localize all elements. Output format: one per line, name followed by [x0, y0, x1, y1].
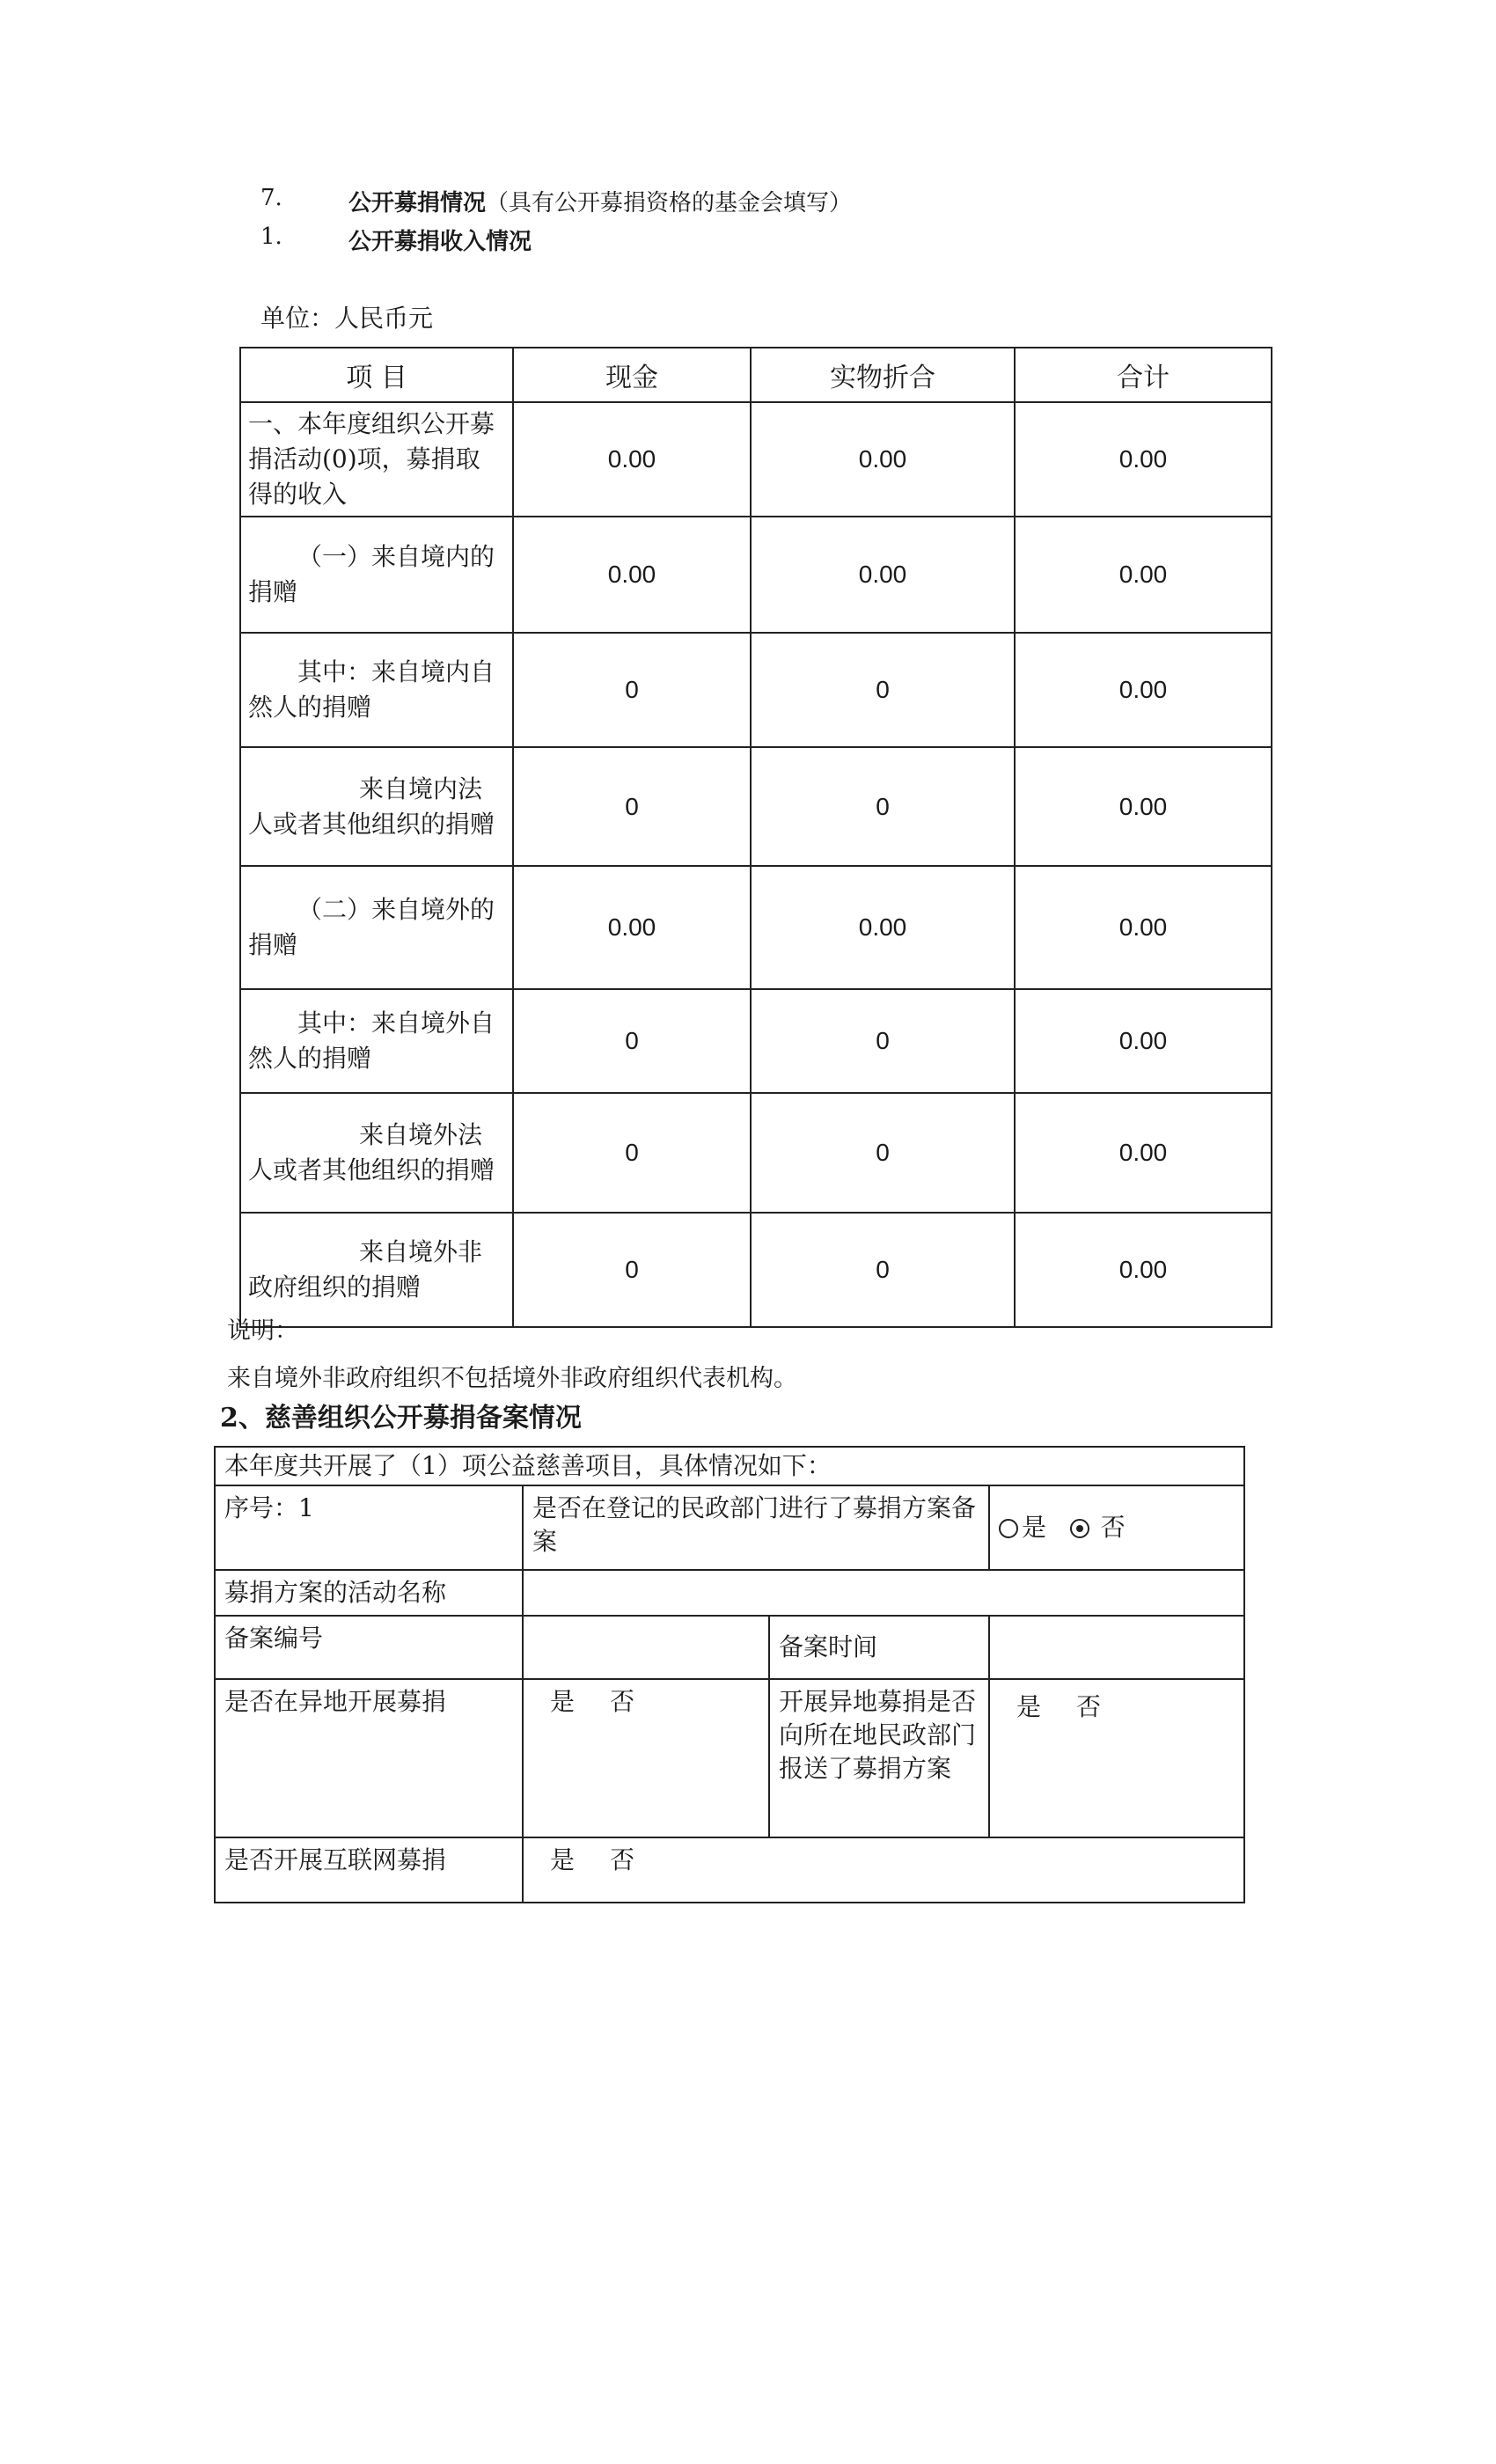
table-row [240, 517, 1272, 633]
internet-label: 是否开展互联网募捐 [215, 1837, 523, 1903]
income-header-row [240, 348, 1272, 402]
internet-no[interactable]: 否 [610, 1845, 635, 1874]
section1-number: 1. [260, 224, 282, 250]
row-item: （二）来自境外的捐赠 [240, 866, 513, 989]
activity-name-row [215, 1570, 1244, 1616]
remote-no[interactable]: 否 [610, 1687, 635, 1716]
filing-summary-row [215, 1447, 1244, 1485]
row-goods: 0 [751, 747, 1015, 866]
filing-summary: 本年度共开展了（1）项公益慈善项目，具体情况如下： [215, 1447, 1244, 1485]
internet-yes[interactable]: 是 [550, 1845, 576, 1874]
section7-subtitle: （具有公开募捐资格的基金会填写） [486, 190, 853, 216]
header-cash: 现金 [513, 348, 751, 402]
filing-table [214, 1446, 1245, 1903]
section1-heading [260, 224, 1228, 255]
section7-title: 公开募捐情况 [348, 190, 487, 216]
table-row [240, 1093, 1272, 1213]
internet-row [215, 1837, 1244, 1903]
row-item: 来自境外非政府组织的捐赠 [240, 1213, 513, 1327]
filed-no-radio[interactable] [1070, 1519, 1089, 1538]
currency-unit: 单位：人民币元 [260, 304, 434, 333]
table-row [240, 866, 1272, 989]
row-total: 0.00 [1015, 1093, 1272, 1213]
table-row [240, 989, 1272, 1093]
header-goods: 实物折合 [751, 348, 1015, 402]
table-row [240, 1213, 1272, 1327]
section7-heading [260, 185, 1228, 216]
remote-report-label: 开展异地募捐是否向所在地民政部门报送了募捐方案 [769, 1679, 989, 1837]
row-goods: 0 [751, 1093, 1015, 1213]
row-item: （一）来自境内的捐赠 [240, 517, 513, 633]
row-cash: 0 [513, 1093, 751, 1213]
filing-time-value[interactable] [989, 1616, 1244, 1679]
filing-seq-row [215, 1485, 1244, 1570]
row-goods: 0.00 [751, 866, 1015, 989]
remote-report-options [989, 1679, 1244, 1837]
row-goods: 0 [751, 989, 1015, 1093]
table-row [240, 633, 1272, 747]
row-goods: 0 [751, 633, 1015, 747]
row-total: 0.00 [1015, 517, 1272, 633]
remote-options [523, 1679, 769, 1837]
filing-number-label: 备案编号 [215, 1616, 523, 1679]
row-total: 0.00 [1015, 402, 1272, 517]
row-total: 0.00 [1015, 989, 1272, 1093]
remote-label: 是否在异地开展募捐 [215, 1679, 523, 1837]
section7-number: 7. [260, 185, 282, 211]
activity-name-value[interactable] [523, 1570, 1244, 1616]
remote-report-yes[interactable]: 是 [1016, 1692, 1042, 1721]
row-cash: 0 [513, 989, 751, 1093]
remote-row [215, 1679, 1244, 1837]
header-total: 合计 [1015, 348, 1272, 402]
row-item: 其中：来自境外自然人的捐赠 [240, 989, 513, 1093]
row-item: 来自境内法人或者其他组织的捐赠 [240, 747, 513, 866]
remote-report-no[interactable]: 否 [1076, 1692, 1102, 1721]
filing-time-label: 备案时间 [769, 1616, 989, 1679]
row-total: 0.00 [1015, 1213, 1272, 1327]
filing-filed-options [989, 1485, 1244, 1570]
table-row [240, 747, 1272, 866]
row-cash: 0 [513, 747, 751, 866]
table-row [240, 402, 1272, 517]
row-goods: 0 [751, 1213, 1015, 1327]
notes-label: 说明： [227, 1317, 298, 1345]
filing-question: 是否在登记的民政部门进行了募捐方案备案 [523, 1485, 989, 1570]
income-table [239, 347, 1272, 1328]
row-cash: 0.00 [513, 517, 751, 633]
header-item: 项 目 [240, 348, 513, 402]
section1-title: 公开募捐收入情况 [348, 229, 532, 255]
row-total: 0.00 [1015, 866, 1272, 989]
row-cash: 0.00 [513, 866, 751, 989]
row-total: 0.00 [1015, 633, 1272, 747]
filing-number-row [215, 1616, 1244, 1679]
section2-title: 2、慈善组织公开募捐备案情况 [220, 1403, 582, 1434]
activity-name-label: 募捐方案的活动名称 [215, 1570, 523, 1616]
filed-no-label: 否 [1100, 1513, 1126, 1542]
row-item: 一、本年度组织公开募捐活动(0)项，募捐取得的收入 [240, 402, 513, 517]
notes-text: 来自境外非政府组织不包括境外非政府组织代表机构。 [227, 1365, 797, 1392]
row-goods: 0.00 [751, 517, 1015, 633]
row-goods: 0.00 [751, 402, 1015, 517]
row-cash: 0 [513, 633, 751, 747]
row-item: 其中：来自境内自然人的捐赠 [240, 633, 513, 747]
row-total: 0.00 [1015, 747, 1272, 866]
filing-seq: 序号：1 [215, 1485, 523, 1570]
row-cash: 0.00 [513, 402, 751, 517]
row-cash: 0 [513, 1213, 751, 1327]
filed-yes-label: 是 [1022, 1513, 1047, 1542]
remote-yes[interactable]: 是 [550, 1687, 576, 1716]
filing-number-value[interactable] [523, 1616, 769, 1679]
filed-yes-radio[interactable] [999, 1519, 1018, 1538]
row-item: 来自境外法人或者其他组织的捐赠 [240, 1093, 513, 1213]
internet-options [523, 1837, 1244, 1903]
